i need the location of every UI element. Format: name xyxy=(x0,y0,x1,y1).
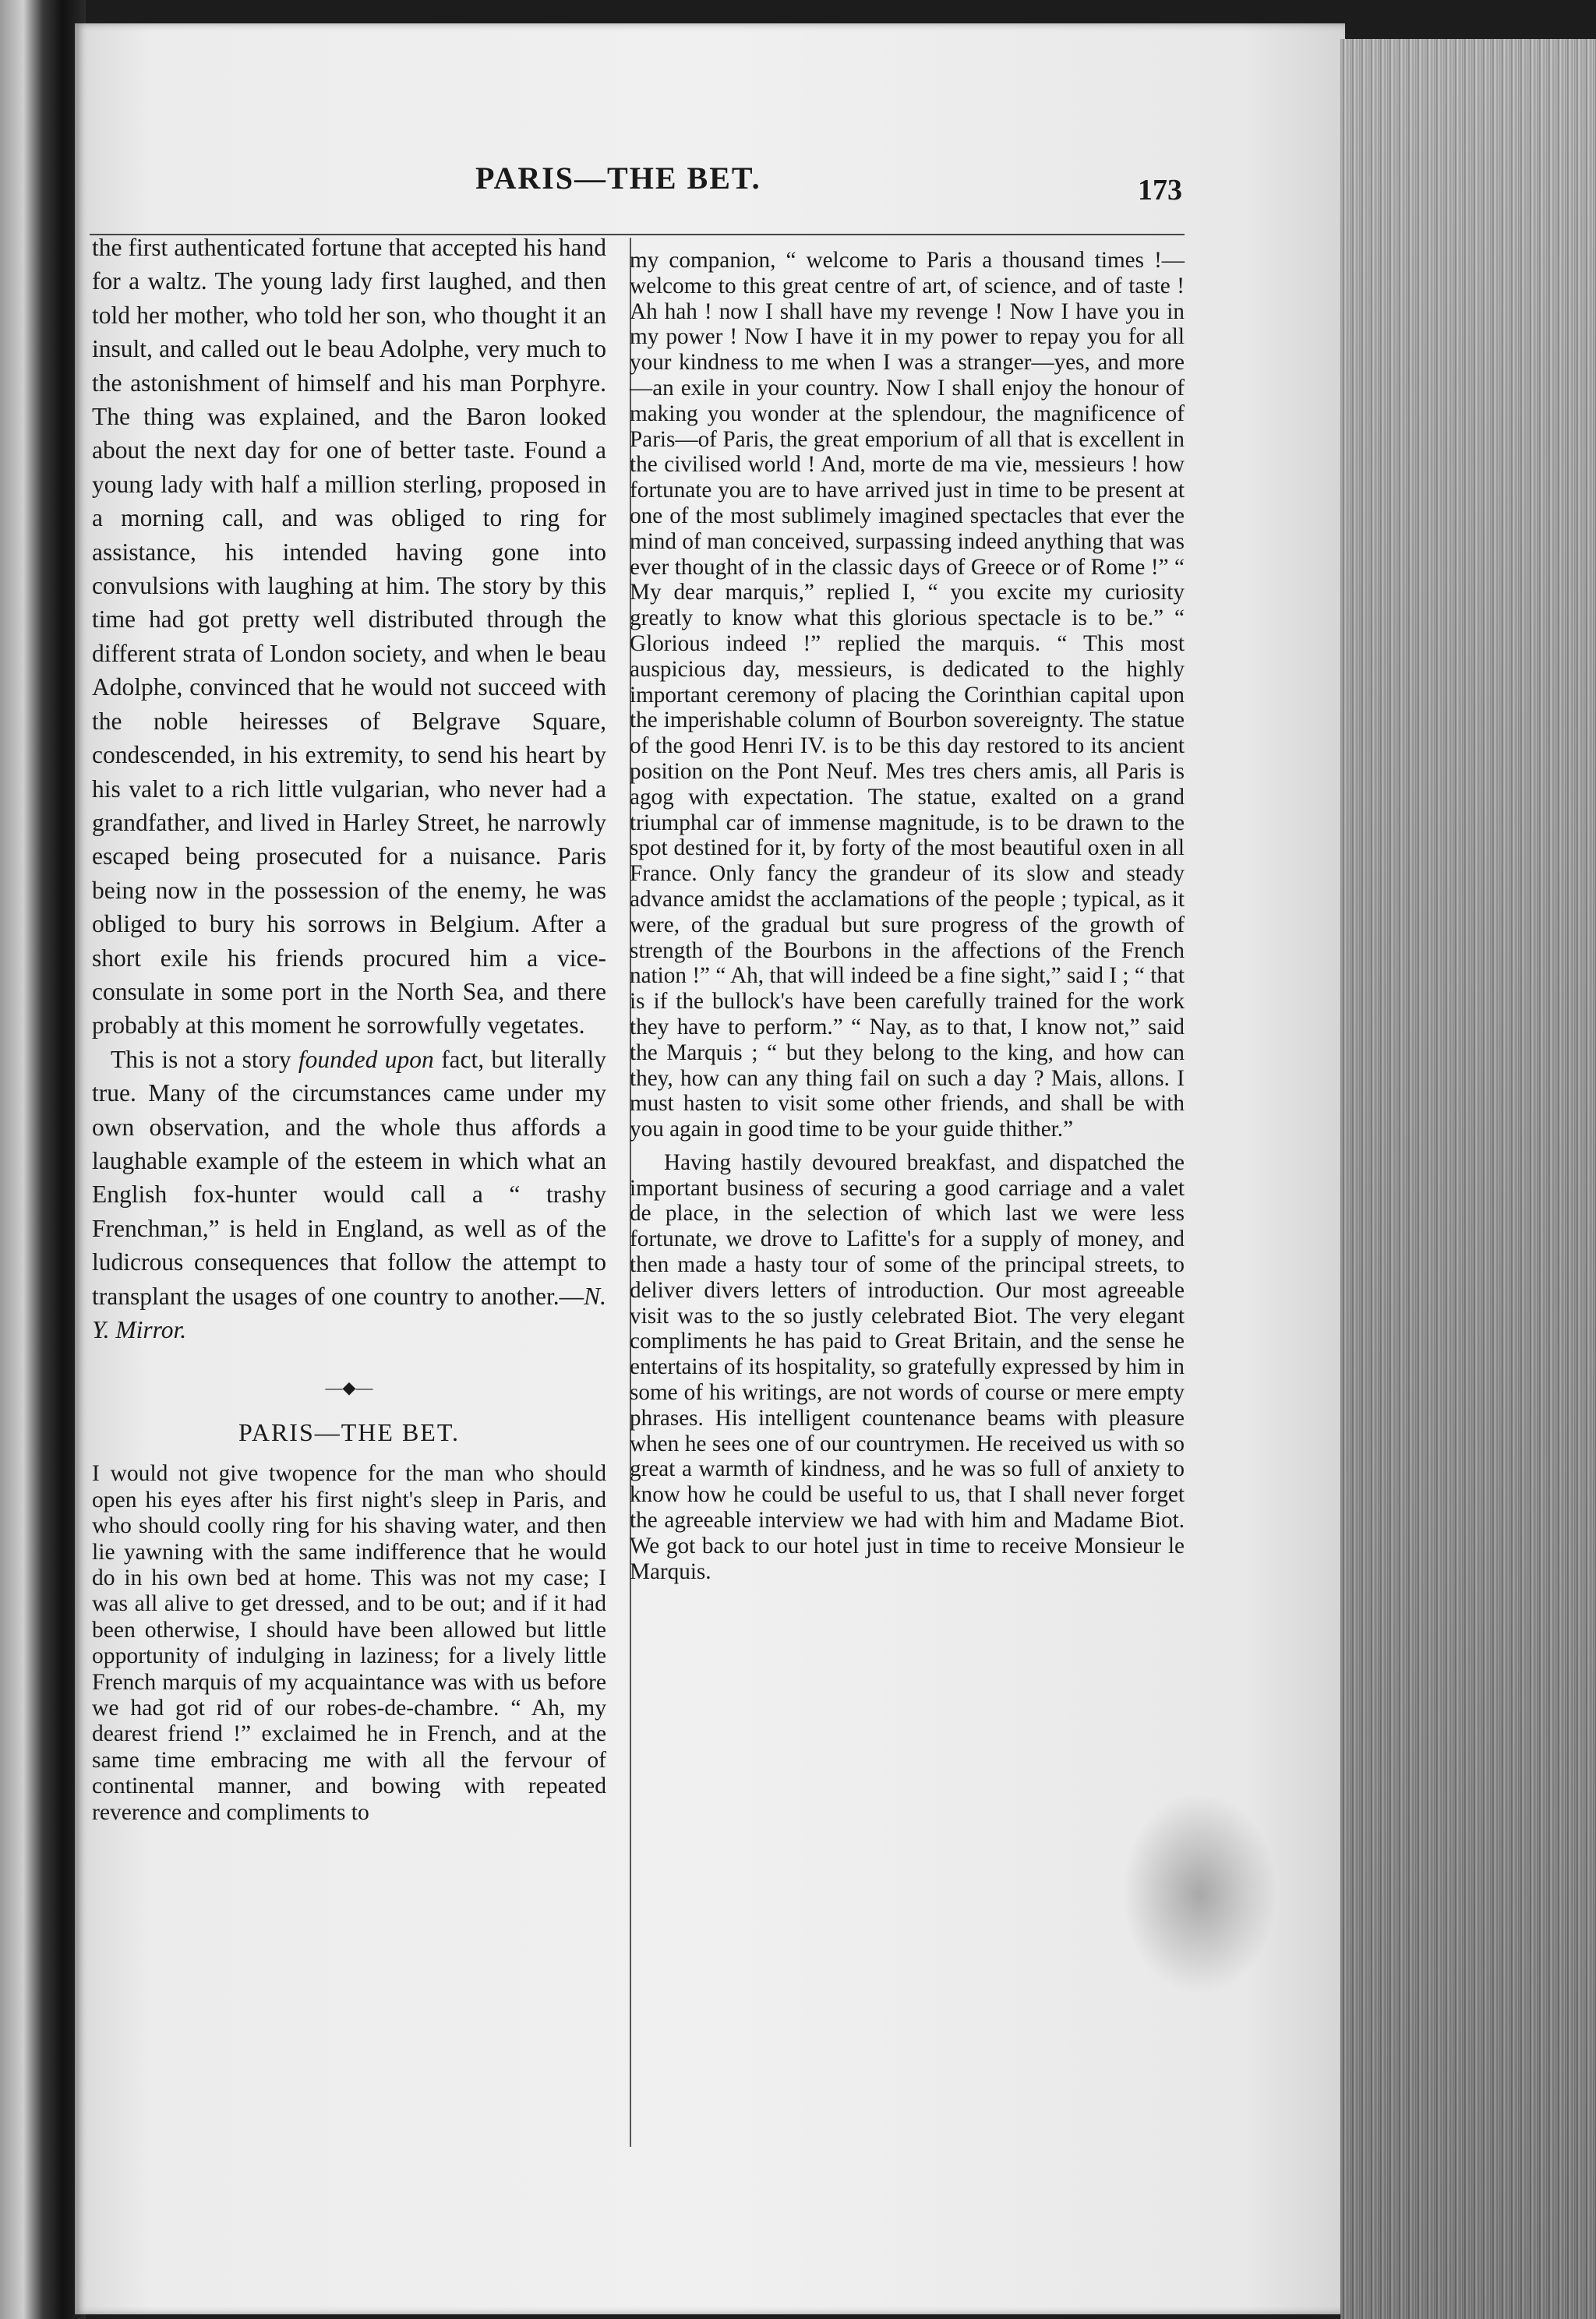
page-edges xyxy=(1340,39,1596,2319)
continued-paragraph: the first authenticated fortune that accepted his hand for a waltz. The young lady first laughed, and then told her mother, who told her son, who thought it an insult, and called out le beau Adolphe, very much to the astonishment of himself and his man Porphyre. The thing was explained, and the Baron looked about the next day for one of better taste. Found a young lady with half a million sterling, proposed in a morning call, and was obliged to ring for assistance, his intended having gone into convulsions with laughing at him. The story by this time had got pretty well distributed through the different strata of London society, and when le beau Adolphe, convinced that he would not succeed with the noble heiresses of Belgrave Square, condescended, in his extremity, to send his heart by his valet to a rich little vulgarian, who never had a grandfather, and lived in Harley Street, he narrowly escaped being prosecuted for a nuisance. Paris being now in the possession of the enemy, he was obliged to bury his sorrows in Belgium. After a short exile his friends procured him a vice-consulate in some port in the North Sea, and there probably at this moment he sorrowfully vegetates. xyxy=(92,234,606,1039)
closing-italic-phrase: founded upon xyxy=(298,1045,434,1073)
section-ornament: —◆— xyxy=(325,1378,373,1398)
closing-text-end: fact, but literally true. Many of the circumstances came under my own observation, and the whole thus affords a laughable example of the esteem in which what an English fox-hunter would call a “ trashy Frenchman,” is held in England, as well as of the ludicrous consequences that follow the attempt to transplant the usages of one country to another.— xyxy=(92,1045,607,1310)
marquis-dialogue-paragraph: my companion, “ welcome to Paris a thousand times !—welcome to this great centre of art, of science, and of taste ! Ah hah ! now I shall have my revenge ! Now I have you in my power ! Now I have it in my power to repay you for all your kindness to me when I was a stranger—yes, and more—an exile in your country. Now I shall enjoy the honour of making you wonder at the splendour, the magnificence of Paris—of Paris, the great emporium of all that is excellent in the civilised world ! And, morte de ma vie, messieurs ! how fortunate you are to have arrived just in time to be present at one of the most sublimely imagined spectacles that ever the mind of man conceived, surpassing indeed anything that was ever thought of in the classic days of Greece or of Rome !” “ My dear marquis,” replied I, “ you excite my curiosity greatly to know what this glorious spectacle is to be.” “ Glorious indeed !” replied the marquis. “ This most auspicious day, messieurs, is dedicated to the highly important ceremony of placing the Corinthian capital upon the imperishable column of Bourbon sovereignty. The statue of the good Henri IV. is to be this day restored to its ancient position on the Pont Neuf. Mes tres chers amis, all Paris is agog with expectation. The statue, exalted on a grand triumphal car of immense magnitude, is to be drawn to the spot destined for it, by forty of the most beautiful oxen in all France. Only fancy the grandeur of its slow and steady advance amidst the acclamations of the people ; typical, as it were, of the gradual but sure progress of the growth of strength of the Bourbons in the affections of the French nation !” “ Ah, that will indeed be a fine sight,” said I ; “ that is if the bullock's have been carefully trained for the work they have to perform.” “ Nay, as to that, I know not,” said the Marquis ; “ but they belong to the king, and how can they, how can any thing fail on such a day ? Mais, allons. I must hasten to visit some other friends, and shall be with you again in good time to be your guide thither.” xyxy=(630,248,1185,1142)
book-binding xyxy=(0,0,86,2319)
running-head: PARIS—THE BET. xyxy=(475,161,761,196)
article-title: PARIS—THE BET. xyxy=(238,1418,461,1447)
left-column xyxy=(92,231,606,1826)
page-number: 173 xyxy=(1138,174,1182,206)
source-attribution: N. Y. Mirror. xyxy=(92,1282,606,1343)
closing-paragraph xyxy=(92,1043,606,1347)
breakfast-paragraph: Having hastily devoured breakfast, and dispatched the important business of securing a good carriage and a valet de place, in the selection of which last we were less fortunate, we drove to Lafitte's for a supply of money, and then made a hasty tour of some of the principal streets, to deliver divers letters of introduction. Our most agreeable visit was to the so justly celebrated Biot. The very elegant compliments he has paid to Great Britain, and the sense he entertains of its hospitality, so gratefully expressed by him in some of his writings, are not words of course or mere empty phrases. His intelligent countenance beams with pleasure when he sees one of our countrymen. He received us with so great a warmth of kindness, and he was so full of anxiety to know how he could be useful to us, that I shall never forget the agreeable interview we had with him and Madame Biot. We got back to our hotel just in time to receive Monsieur le Marquis. xyxy=(630,1149,1185,1584)
ink-stain xyxy=(1122,1792,1278,1995)
article-opening-paragraph: I would not give twopence for the man who should open his eyes after his first night's sleep in Paris, and who should coolly ring for his shaving water, and then lie yawning with the same indifference that he would do in his own bed at home. This was not my case; I was all alive to get dressed, and to be out; and if it had been otherwise, I should have been allowed but little opportunity of indulging in laziness; for a lively little French marquis of my acquaintance was with us before we had got rid of our robes-de-chambre. “ Ah, my dearest friend !” exclaimed he in French, and at the same time embracing me with all the fervour of continental manner, and bowing with repeated reverence and compliments to xyxy=(92,1461,606,1825)
right-column xyxy=(630,248,1185,1584)
closing-text-start: This is not a story xyxy=(111,1045,298,1073)
